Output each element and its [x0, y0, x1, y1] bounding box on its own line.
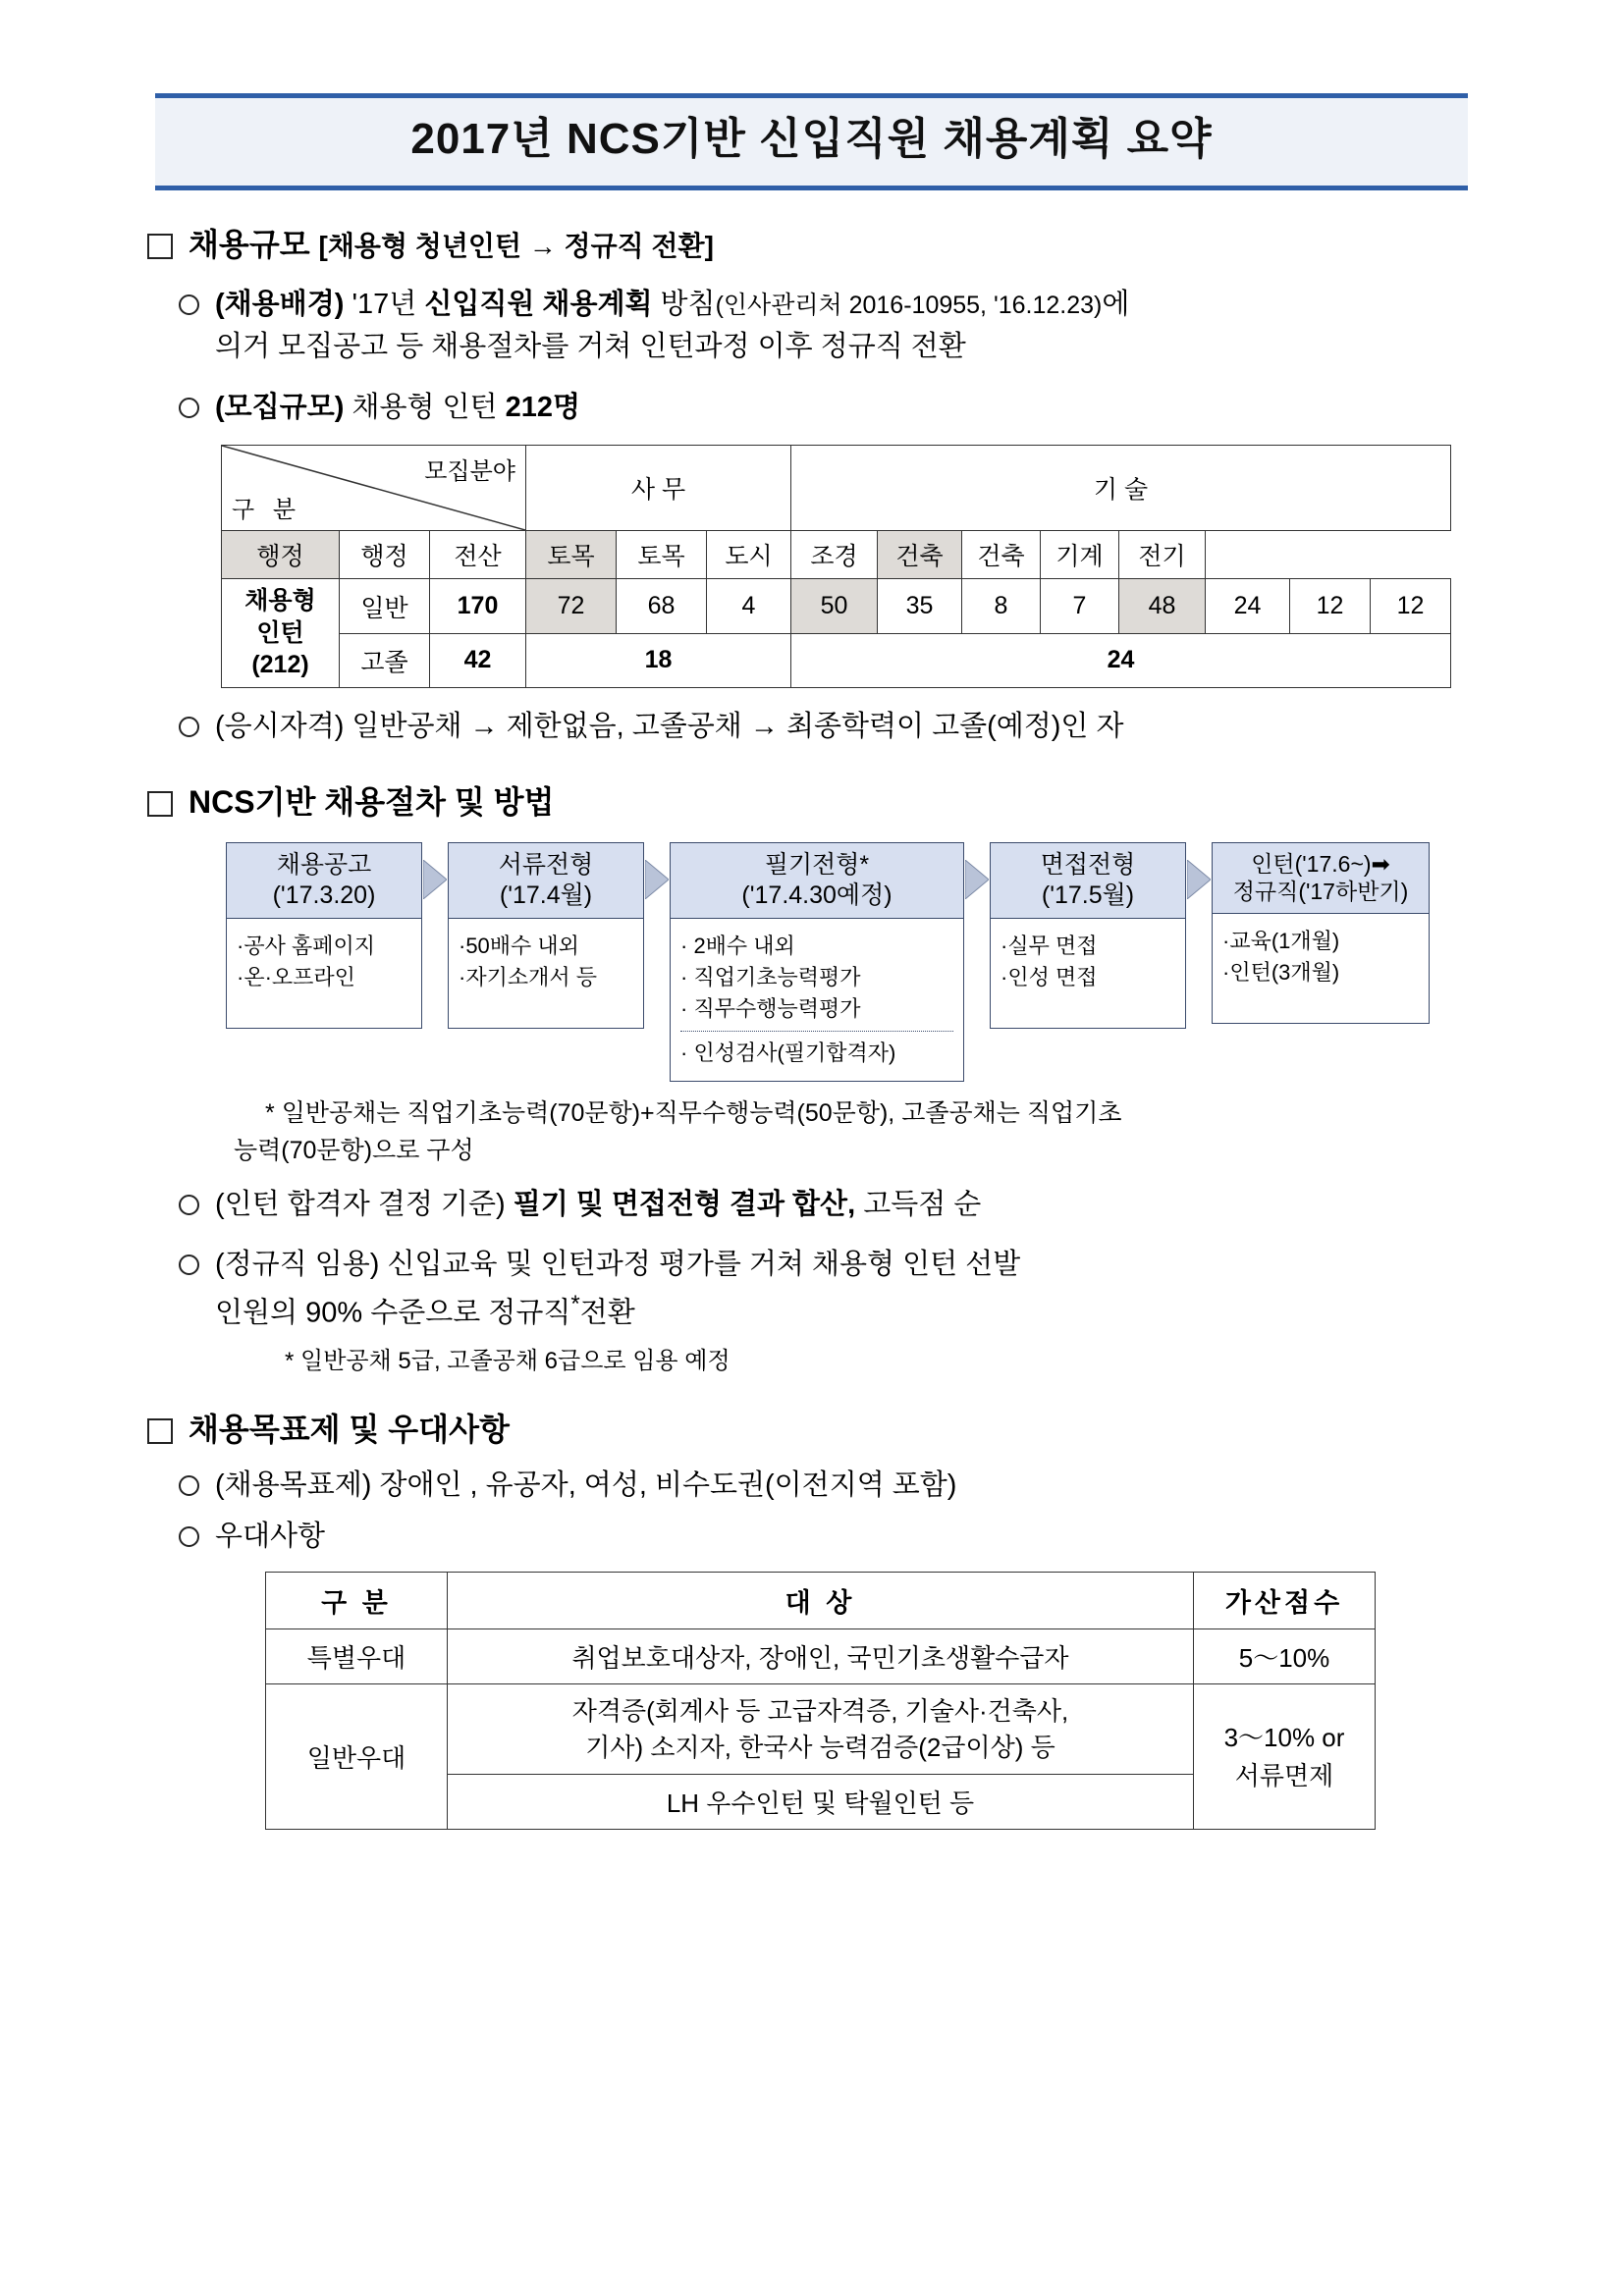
table-row [266, 1629, 1376, 1684]
col-header-3: 토목 [526, 531, 617, 579]
row2-total: 42 [430, 633, 526, 687]
bullet1-plan: 신입직원 채용계획 [424, 288, 653, 320]
row1-val-0: 72 [526, 579, 617, 633]
flow-step-5-header [1212, 842, 1430, 915]
bullet2-number: 212명 [505, 391, 581, 423]
square-bullet-icon [147, 791, 173, 817]
section3-heading: 채용목표제 및 우대사항 [189, 1412, 510, 1448]
bullet1-tail: 에 [1102, 288, 1130, 320]
row-group-label-l3: (212) [251, 651, 309, 679]
table-row [222, 446, 1451, 531]
row-general-score [1194, 1684, 1376, 1830]
bullet-recruitment-background [179, 284, 1505, 369]
bullet1-reference: (인사관리처 2016-10955, '16.12.23) [715, 291, 1103, 319]
flow-step-4-header [990, 842, 1186, 920]
table-row [222, 579, 1451, 633]
th-gubun: 구 분 [266, 1573, 448, 1629]
col-header-6: 조경 [791, 531, 878, 579]
row2-gisul: 24 [791, 633, 1451, 687]
flow-step-3-item-1: · 직업기초능력평가 [680, 965, 861, 990]
footnote-line1: 일반공채는 직업기초능력(70문항)+직무수행능력(50문항), 고졸공채는 직업기초 [281, 1098, 1122, 1127]
flow-step-4-body [990, 919, 1186, 1029]
circle-bullet-icon [179, 1255, 199, 1275]
arrow-right-icon [965, 860, 989, 899]
table-row [222, 633, 1451, 687]
row-general-target-1 [448, 1684, 1194, 1775]
flow-step-5-date: 정규직('17하반기) [1232, 879, 1409, 905]
appointment-line2: 인원의 90% 수준으로 정규직 [215, 1297, 571, 1329]
col-header-5: 도시 [707, 531, 791, 579]
corner-top-right-label: 모집분야 [424, 458, 515, 486]
process-footnote [265, 1095, 1505, 1131]
appointment-text: 신입교육 및 인턴과정 평가를 거쳐 채용형 인턴 선발 [387, 1249, 1021, 1281]
row2-samu: 18 [526, 633, 791, 687]
flow-step-5-item-1: ·인턴(3개월) [1222, 960, 1340, 986]
document-title-banner [155, 93, 1468, 190]
flow-step-1-body [226, 919, 422, 1029]
row-special-target: 취업보호대상자, 장애인, 국민기초생활수급자 [448, 1629, 1194, 1684]
flow-step-4-date: ('17.5월) [1041, 881, 1135, 909]
square-bullet-icon [147, 1418, 173, 1444]
flow-step-1-title: 채용공고 [276, 850, 372, 879]
row1-val-3: 50 [791, 579, 878, 633]
bullet-eligibility [179, 706, 1505, 749]
flow-step-3-item-3: · 인성검사(필기합격자) [680, 1031, 953, 1069]
row-group-label-l1: 채용형 [244, 587, 316, 615]
section-heading-targets [147, 1409, 1505, 1451]
flow-step-5 [1212, 842, 1430, 1025]
bullet1-year: '17년 [352, 288, 417, 320]
circle-bullet-icon [179, 717, 199, 737]
section-heading-recruitment-scale [147, 224, 1505, 266]
col-header-2: 전산 [430, 531, 526, 579]
circle-bullet-icon [179, 398, 199, 418]
flow-step-2-title: 서류전형 [498, 850, 594, 879]
appointment-star: * [570, 1290, 580, 1317]
bullet1-policy: 방침 [660, 288, 716, 320]
flow-step-4-item-0: ·실무 면접 [1001, 934, 1098, 959]
flow-step-1-item-0: ·공사 홈페이지 [237, 934, 375, 959]
row-group-label-l2: 인턴 [256, 618, 304, 647]
row-general-score-l1: 3～10% or [1223, 1722, 1345, 1752]
appointment-subnote: * 일반공채 5급, 고졸공채 6급으로 임용 예정 [285, 1348, 730, 1375]
flow-step-2 [448, 842, 644, 1030]
row1-val-2: 4 [707, 579, 791, 633]
flow-step-1-header [226, 842, 422, 920]
col-header-4: 토목 [617, 531, 707, 579]
page-title: 2017년 NCS기반 신입직원 채용계획 요약 [410, 115, 1213, 163]
row-general-score-l2: 서류면제 [1234, 1760, 1334, 1790]
row1-total: 170 [430, 579, 526, 633]
bullet1-label: (채용배경) [215, 288, 345, 320]
circle-bullet-icon [179, 294, 199, 315]
recruitment-table-wrapper [221, 445, 1505, 688]
row1-val-8: 24 [1206, 579, 1290, 633]
flow-arrow-3 [964, 848, 990, 911]
flow-step-2-item-1: ·자기소개서 등 [459, 965, 597, 990]
row1-val-9: 12 [1290, 579, 1371, 633]
flow-step-5-title: 인턴('17.6~)➡ [1251, 850, 1390, 877]
group-header-samu: 사 무 [526, 446, 791, 531]
process-footnote-line2: 능력(70문항)으로 구성 [234, 1136, 474, 1164]
flow-step-3-item-2: · 직무수행능력평가 [680, 995, 861, 1021]
group-header-gisul: 기 술 [791, 446, 1451, 531]
row-group-label [222, 579, 340, 688]
flow-step-5-item-0: ·교육(1개월) [1222, 929, 1340, 954]
flow-step-3-body [670, 919, 964, 1082]
flow-step-3-item-0: · 2배수 내외 [680, 934, 795, 959]
row1-val-10: 12 [1371, 579, 1451, 633]
col-header-9: 기계 [1041, 531, 1119, 579]
row1-val-7: 48 [1119, 579, 1206, 633]
flow-step-2-body [448, 919, 644, 1029]
recruitment-process-flow [226, 842, 1505, 1082]
col-header-7: 건축 [878, 531, 962, 579]
flow-step-4-title: 면접전형 [1040, 850, 1136, 879]
table-row [266, 1684, 1376, 1775]
criteria-label: (인턴 합격자 결정 기준) [215, 1188, 506, 1220]
row-general-target-2: LH 우수인턴 및 탁월인턴 등 [448, 1775, 1194, 1830]
section2-heading: NCS기반 채용절차 및 방법 [189, 784, 555, 821]
row1-val-6: 7 [1041, 579, 1119, 633]
section1-heading-sub: [채용형 청년인턴 → 정규직 전환] [318, 230, 714, 261]
flow-arrow-2 [644, 848, 670, 911]
square-bullet-icon [147, 234, 173, 259]
preference-table [265, 1572, 1376, 1830]
appointment-label: (정규직 임용) [215, 1249, 380, 1281]
col-header-0: 행정 [222, 531, 340, 579]
circle-bullet-icon [179, 1475, 199, 1496]
flow-arrow-4 [1186, 848, 1212, 911]
bullet1-line2: 의거 모집공고 등 채용절차를 거쳐 인턴과정 이후 정규직 전환 [215, 331, 966, 363]
col-header-8: 건축 [962, 531, 1041, 579]
flow-step-2-item-0: ·50배수 내외 [459, 934, 579, 959]
arrow-right-icon [1187, 860, 1211, 899]
bullet3-text: (응시자격) 일반공채 → 제한없음, 고졸공채 → 최종학력이 고졸(예정)인 자 [215, 710, 1124, 742]
flow-step-1 [226, 842, 422, 1030]
bullet-target-system [179, 1465, 1505, 1508]
flow-step-4-item-1: ·인성 면접 [1001, 965, 1098, 990]
preferences-text: 우대사항 [215, 1520, 326, 1552]
flow-step-2-header [448, 842, 644, 920]
flow-step-1-date: ('17.3.20) [272, 881, 376, 909]
flow-step-3-header [670, 842, 964, 920]
criteria-tail: 고득점 순 [863, 1188, 982, 1220]
target-system-text: (채용목표제) 장애인 , 유공자, 여성, 비수도권(이전지역 포함) [215, 1469, 957, 1502]
footnote-star: * [265, 1098, 275, 1127]
table-header-row [266, 1573, 1376, 1629]
row-general-target-l1: 자격증(회계사 등 고급자격증, 기술사·건축사, [571, 1696, 1069, 1727]
table-row [222, 531, 1451, 579]
flow-step-2-date: ('17.4월) [499, 881, 593, 909]
flow-step-4 [990, 842, 1186, 1030]
flow-step-3 [670, 842, 964, 1082]
bullet-intern-pass-criteria [179, 1184, 1505, 1227]
flow-step-1-item-1: ·온·오프라인 [237, 965, 355, 990]
appointment-line2-tail: 전환 [579, 1297, 635, 1329]
row-general-target-l2: 기사) 소지자, 한국사 능력검증(2급이상) 등 [585, 1732, 1055, 1762]
recruitment-table [221, 445, 1451, 688]
arrow-right-icon [645, 860, 669, 899]
flow-step-5-body [1212, 914, 1430, 1024]
row1-label: 일반 [340, 579, 430, 633]
bullet2-text: 채용형 인턴 [352, 391, 498, 423]
table-corner-cell [222, 446, 526, 531]
arrow-right-icon [423, 860, 447, 899]
criteria-bold: 필기 및 면접전형 결과 합산, [513, 1188, 856, 1220]
flow-step-3-title: 필기전형* [764, 850, 870, 879]
col-header-1: 행정 [340, 531, 430, 579]
section-heading-process [147, 781, 1505, 824]
th-score: 가산점수 [1194, 1573, 1376, 1629]
bullet-preferences [179, 1516, 1505, 1559]
corner-bottom-left-label: 구 분 [232, 497, 302, 524]
col-header-10: 전기 [1119, 531, 1206, 579]
bullet-recruitment-size [179, 387, 1505, 430]
section1-heading-main: 채용규모 [189, 226, 310, 262]
flow-arrow-1 [422, 848, 448, 911]
bullet-regular-appointment [179, 1244, 1505, 1335]
th-target: 대 상 [448, 1573, 1194, 1629]
row1-val-4: 35 [878, 579, 962, 633]
row1-val-5: 8 [962, 579, 1041, 633]
row-special-label: 특별우대 [266, 1629, 448, 1684]
circle-bullet-icon [179, 1526, 199, 1547]
row2-label: 고졸 [340, 633, 430, 687]
circle-bullet-icon [179, 1195, 199, 1215]
row1-val-1: 68 [617, 579, 707, 633]
row-general-label: 일반우대 [266, 1684, 448, 1830]
row-special-score: 5～10% [1194, 1629, 1376, 1684]
preference-table-wrapper [265, 1572, 1505, 1830]
flow-step-3-date: ('17.4.30예정) [741, 881, 893, 909]
bullet2-label: (모집규모) [215, 391, 345, 423]
